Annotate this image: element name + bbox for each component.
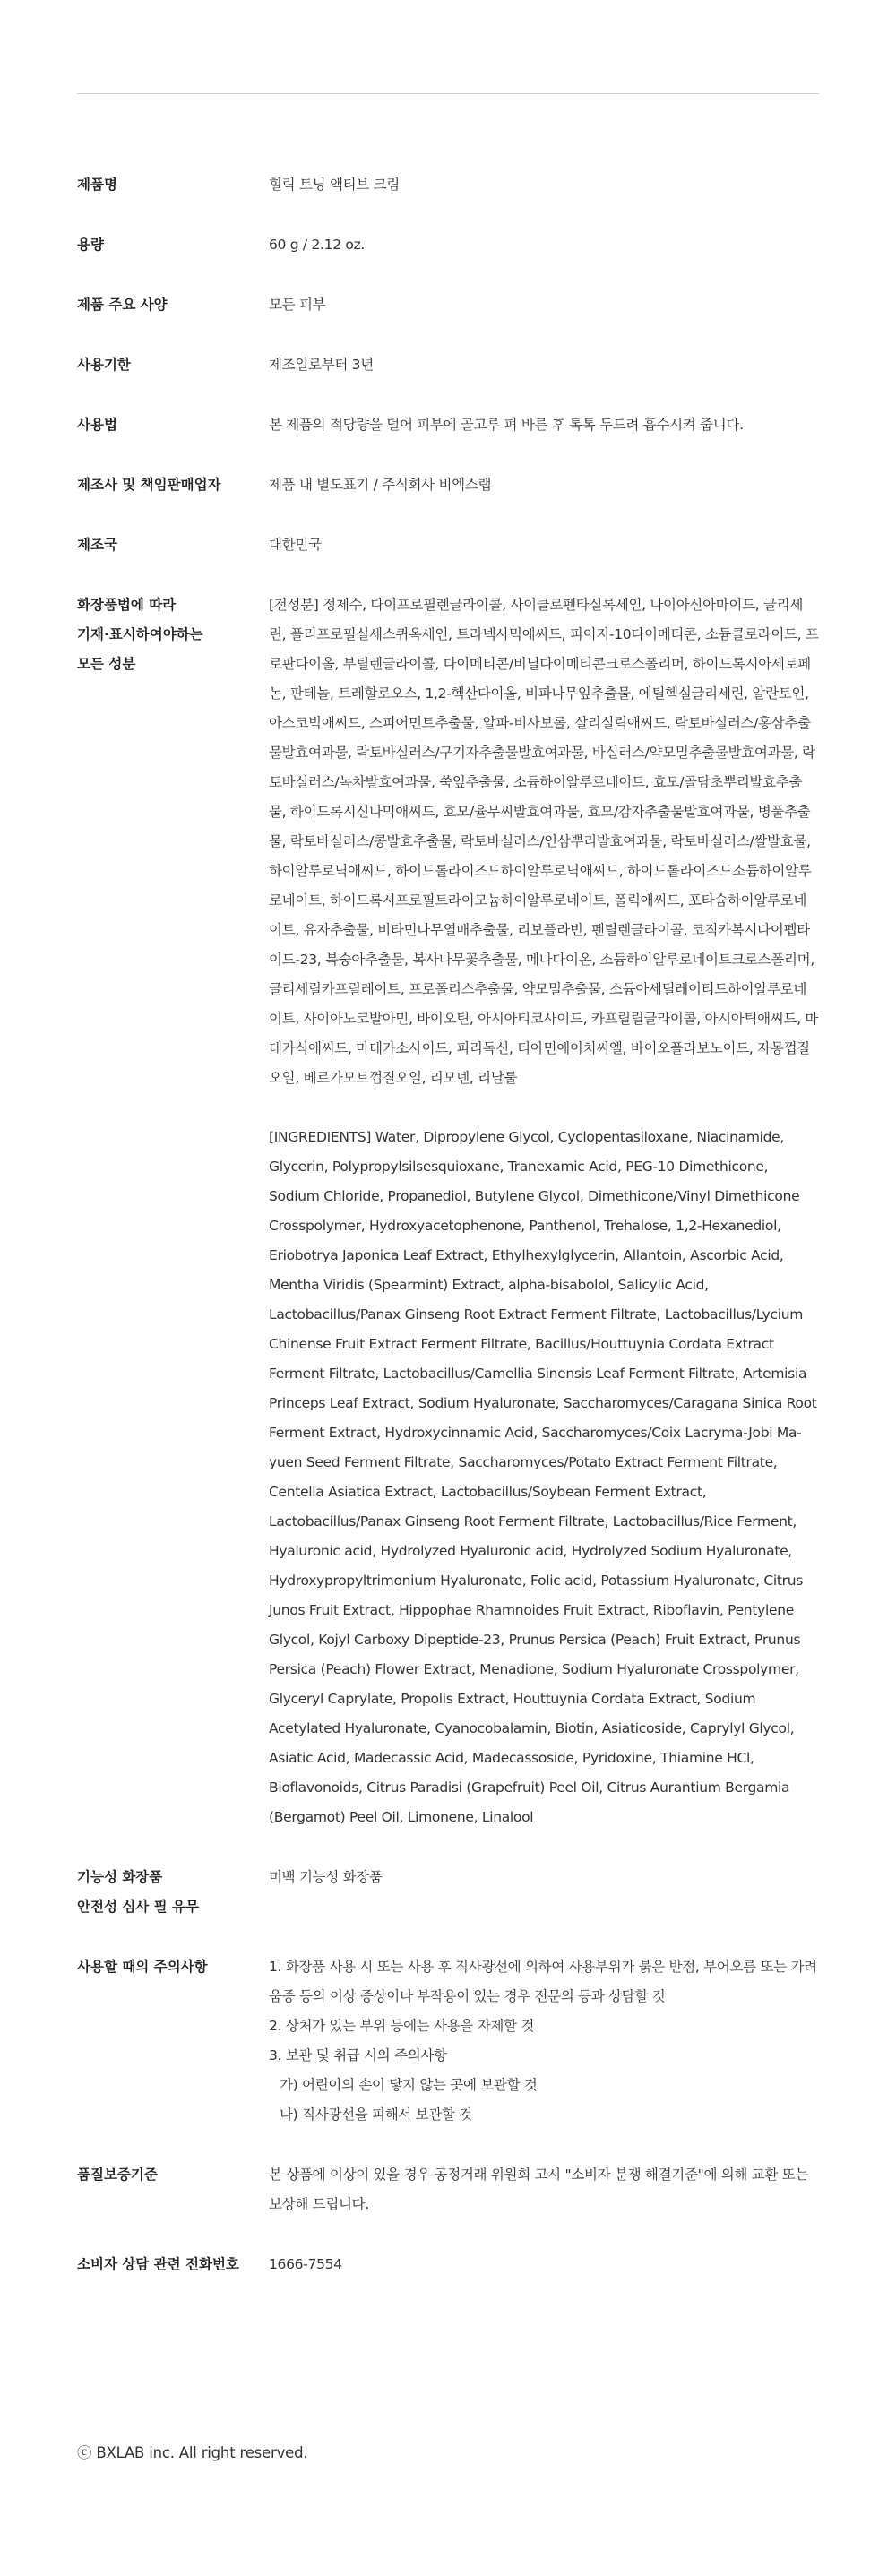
spec-row-country — [77, 530, 819, 560]
spec-value — [269, 1952, 819, 2130]
spec-label: 사용법 — [77, 417, 117, 433]
spec-label: 제조국 — [77, 537, 117, 553]
spec-row-volume — [77, 230, 819, 260]
ingredients-english: [INGREDIENTS] Water, Dipropylene Glycol, Cyclopentasiloxane, Niacinamide, Glycerin, Polypropylsilsesquioxane, Tranexamic Acid, PEG-10 Dimethicone, Sodium Chloride, Propanediol, Butylene Glycol, Dimethicone/Vinyl Dimethicone Crosspolymer, Hydroxyacetophenone, Panthenol, Trehalose, 1,2-Hexanediol, Eriobotrya Japonica Leaf Extract, Ethylhexylglycerin, Allantoin, Ascorbic Acid, Mentha Viridis (Spearmint) Extract, alpha-bisabolol, Salicylic Acid, Lactobacillus/Panax Ginseng Root Extract Ferment Filtrate, Lactobacillus/Lycium Chinense Fruit Extract Ferment Filtrate, Bacillus/Houttuynia Cordata Extract Ferment Filtrate, Lactobacillus/Camellia Sinensis Leaf Ferment Filtrate, Artemisia Princeps Leaf Extract, Sodium Hyaluronate, Saccharomyces/Caragana Sinica Root Ferment Extract, Hydroxycinnamic Acid, Saccharomyces/Coix Lacryma-Jobi Ma-yuen Seed Ferment Filtrate, Saccharomyces/Potato Extract Ferment Filtrate, Centella Asiatica Extract, Lactobacillus/Soybean Ferment Extract, Lactobacillus/Panax Ginseng Root Ferment Filtrate, Lactobacillus/Rice Ferment, Hyaluronic acid, Hydrolyzed Hyaluronic acid, Hydrolyzed Sodium Hyaluronate, Hydroxypropyltrimonium Hyaluronate, Folic acid, Potassium Hyaluronate, Citrus Junos Fruit Extract, Hippophae Rhamnoides Fruit Extract, Riboflavin, Pentylene Glycol, Kojyl Carboxy Dipeptide-23, Prunus Persica (Peach) Fruit Extract, Prunus Persica (Peach) Flower Extract, Menadione, Sodium Hyaluronate Crosspolymer, Glyceryl Caprylate, Propolis Extract, Houttuynia Cordata Extract, Sodium Acetylated Hyaluronate, Cyanocobalamin, Biotin, Asiaticoside, Caprylyl Glycol, Asiatic Acid, Madecassic Acid, Madecassoside, Pyridoxine, Thiamine HCl, Bioflavonoids, Citrus Paradisi (Grapefruit) Peel Oil, Citrus Aurantium Bergamia (Bergamot) Peel Oil, Limonene, Linalool — [269, 1129, 817, 1825]
spec-value: 힐릭 토닝 액티브 크림 — [269, 177, 400, 193]
caution-line: 가) 어린이의 손이 닿지 않는 곳에 보관할 것 — [280, 2077, 538, 2093]
copyright: ⓒ BXLAB inc. All right reserved. — [77, 2444, 308, 2461]
spec-value: 60 g / 2.12 oz. — [269, 237, 366, 253]
spec-label — [77, 1863, 269, 1922]
spec-value: 미백 기능성 화장품 — [269, 1869, 383, 1885]
spec-value: 본 제품의 적당량을 덜어 피부에 골고루 펴 바른 후 톡톡 두드려 흡수시켜 줍니다. — [269, 417, 744, 433]
spec-row-contact — [77, 2250, 819, 2279]
spec-label: 제조사 및 책임판매업자 — [77, 477, 221, 493]
spec-value: 제조일로부터 3년 — [269, 357, 374, 373]
spec-row-quality — [77, 2160, 819, 2219]
spec-value: 본 상품에 이상이 있을 경우 공정거래 위원회 고시 "소비자 분쟁 해결기준"에 의해 교환 또는 보상해 드립니다. — [269, 2167, 809, 2212]
spec-row-caution — [77, 1952, 819, 2130]
spec-label-line: 화장품법에 따라 — [77, 597, 177, 613]
caution-line: 2. 상처가 있는 부위 등에는 사용을 자제할 것 — [269, 2018, 535, 2034]
spec-label: 품질보증기준 — [77, 2167, 158, 2183]
spec-label: 사용할 때의 주의사항 — [77, 1959, 208, 1975]
spec-value — [269, 590, 819, 1832]
spec-row-ingredients — [77, 590, 819, 1832]
spec-row-expiry — [77, 350, 819, 380]
spec-row-functional — [77, 1863, 819, 1922]
top-divider — [77, 93, 819, 94]
caution-line: 나) 직사광선을 피해서 보관할 것 — [280, 2106, 473, 2123]
caution-line: 1. 화장품 사용 시 또는 사용 후 직사광선에 의하여 사용부위가 붉은 반점, 부어오름 또는 가려움증 등의 이상 증상이나 부작용이 있는 경우 전문의 등과 상담할 것 — [269, 1959, 817, 2004]
spec-row-usage — [77, 410, 819, 440]
spec-label: 용량 — [77, 237, 104, 253]
spec-row-maker — [77, 470, 819, 500]
product-spec-table — [77, 170, 819, 2310]
spec-value: 모든 피부 — [269, 297, 326, 313]
spec-label-line: 모든 성분 — [77, 656, 136, 672]
caution-line: 3. 보관 및 취급 시의 주의사항 — [269, 2047, 447, 2063]
spec-row-product-name — [77, 170, 819, 200]
spec-label-line: 기재·표시하여야하는 — [77, 626, 203, 642]
spec-label: 제품 주요 사양 — [77, 297, 168, 313]
spec-label: 소비자 상담 관련 전화번호 — [77, 2256, 239, 2272]
spec-label-line: 안전성 심사 필 유무 — [77, 1899, 199, 1915]
spec-row-skin-type — [77, 290, 819, 320]
spec-value: 제품 내 별도표기 / 주식회사 비엑스랩 — [269, 477, 492, 493]
spec-value: 1666-7554 — [269, 2256, 342, 2272]
spec-label-line: 기능성 화장품 — [77, 1869, 163, 1885]
spec-value: 대한민국 — [269, 537, 322, 553]
spec-label — [77, 590, 269, 679]
spec-label: 사용기한 — [77, 357, 131, 373]
spec-label: 제품명 — [77, 177, 117, 193]
ingredients-korean: [전성분] 정제수, 다이프로필렌글라이콜, 사이클로펜타실록세인, 나이아신아마이드, 글리세린, 폴리프로필실세스퀴옥세인, 트라넥사믹애씨드, 피이지-10다이메티콘, 소듐클로라이드, 프로판다이올, 부틸렌글라이콜, 다이메티콘/비닐다이메티콘크로스폴리머, 하이드록시아세토페논, 판테놀, 트레할로오스, 1,2-헥산다이올, 비파나무잎추출물, 에틸헥실글리세린, 알란토인, 아스코빅애씨드, 스피어민트추출물, 알파-비사보롤, 살리실릭애씨드, 락토바실러스/홍삼추출물발효여과물, 락토바실러스/구기자추출물발효여과물, 바실러스/약모밀추출물발효여과물, 락토바실러스/녹차발효여과물, 쑥잎추출물, 소듐하이알루로네이트, 효모/골담초뿌리발효추출물, 하이드록시신나믹애씨드, 효모/율무씨발효여과물, 효모/감자추출물발효여과물, 병풀추출물, 락토바실러스/콩발효추출물, 락토바실러스/인삼뿌리발효여과물, 락토바실러스/쌀발효물, 하이알루로닉애씨드, 하이드롤라이즈드하이알루로닉애씨드, 하이드롤라이즈드소듐하이알루로네이트, 하이드록시프로필트라이모늄하이알루로네이트, 폴릭애씨드, 포타슘하이알루로네이트, 유자추출물, 비타민나무열매추출물, 리보플라빈, 펜틸렌글라이콜, 코직카복시다이펩타이드-23, 복숭아추출물, 복사나무꽃추출물, 메나다이온, 소듐하이알루로네이트크로스폴리머, 글리세릴카프릴레이트, 프로폴리스추출물, 약모밀추출물, 소듐아세틸레이티드하이알루로네이트, 사이아노코발아민, 바이오틴, 아시아티코사이드, 카프릴릴글라이콜, 아시아틱애씨드, 마데카식애씨드, 마데카소사이드, 피리독신, 티아민에이치씨엘, 바이오플라보노이드, 자몽껍질오일, 베르가모트껍질오일, 리모넨, 리날룰 — [269, 597, 819, 1086]
